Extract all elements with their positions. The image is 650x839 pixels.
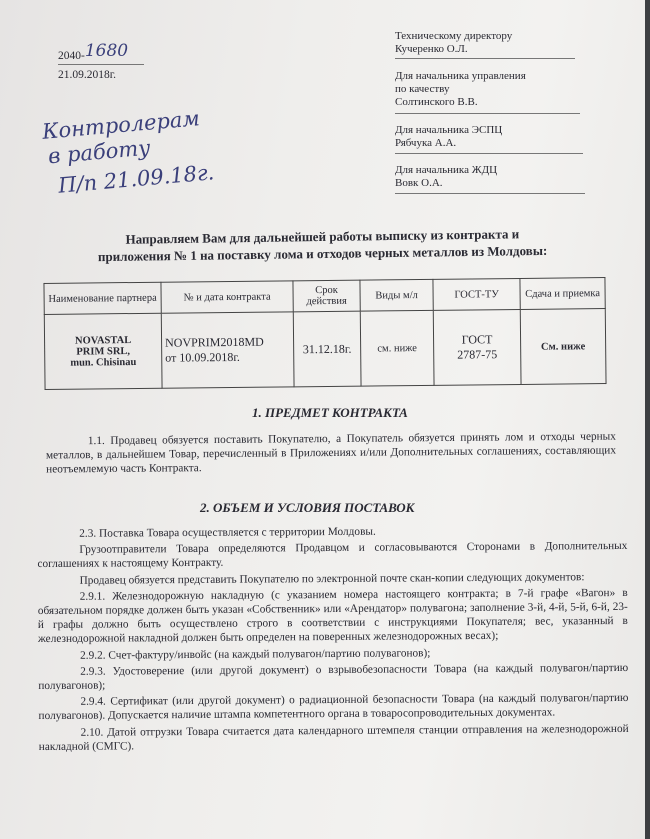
cell-contract: NOVPRIM2018MD от 10.09.2018г.: [161, 312, 294, 388]
section-2-title: 2. ОБЪЕМ И УСЛОВИЯ ПОСТАВОК: [200, 500, 415, 515]
paragraph-2-9-3: 2.9.3. Удостоверение (или другой документ) о взрывобезопасности Товара (на каждый полувагон/партию полувагонов);: [38, 661, 629, 693]
registration-handwritten-number: 1680: [84, 41, 129, 61]
cell-acceptance: См. ниже: [520, 309, 606, 385]
registration-prefix: 2040-: [58, 50, 85, 62]
column-header: Срок действия: [293, 280, 360, 312]
table-row: [44, 309, 606, 390]
contract-table: [43, 277, 606, 390]
column-header: Виды м/л: [360, 279, 433, 311]
recipient-rule: [395, 113, 580, 114]
section-2-body: [37, 523, 629, 754]
cell-term: 31.12.18г.: [293, 311, 361, 387]
recipient-quality-head: Для начальника управления по качеству Солтинского В.В.: [395, 70, 526, 108]
paragraph-1-1: 1.1. Продавец обязуется поставить Покупателю, а Покупатель обязуется принять лом и отходы черных металлов, в дальнейшем Товар, перечисленный в Приложениях и/или Дополнительных соглашениях, составляющих неотъемлемую часть Контракта.: [45, 430, 617, 476]
recipient-espc-head: Для начальника ЭСПЦ Рябчука А.А.: [395, 124, 503, 149]
handwritten-line-3: П/п 21.09.18г.: [57, 160, 216, 198]
handwritten-line-2: в работу: [47, 135, 152, 169]
recipient-rule: [395, 153, 583, 154]
section-1-title: 1. ПРЕДМЕТ КОНТРАКТА: [252, 405, 408, 420]
cell-partner: NOVASTAL PRIM SRL, mun. Chisinau: [44, 313, 162, 389]
paragraph-2-10: 2.10. Датой отгрузки Товара считается дата календарного штемпеля станции отправления на железнодорожной накладной (СМГС).: [38, 722, 629, 753]
cell-types: см. ниже: [360, 310, 434, 386]
paragraph-shippers: Грузоотправители Товара определяются Продавцом и согласовываются Сторонами в Дополнительных соглашениях к настоящему Контракту.: [37, 540, 628, 571]
paragraph-seller-docs: Продавец обязуется представить Покупателю по электронной почте скан-копии следующих документов:: [79, 570, 585, 587]
paragraph-2-9-2: 2.9.2. Счет-фактуру/инвойс (на каждый полувагон/партию полувагонов);: [80, 646, 431, 662]
handwritten-line-1: Контролерам: [41, 106, 201, 144]
column-header: № и дата контракта: [161, 281, 293, 313]
recipient-rule: [395, 58, 575, 59]
column-header: Наименование партнера: [44, 282, 161, 314]
paragraph-2-9-4: 2.9.4. Сертификат (или другой документ) о радиационной безопасности Товара (на каждый полувагон/партию полувагонов). Допускается наличие штампа компетентного органа в товаросопроводительных документах.: [38, 692, 629, 723]
recipient-technical-director: Техническому директору Кучеренко О.Л.: [395, 30, 513, 55]
registration-underline: [58, 64, 144, 65]
paragraph-2-9-1: 2.9.1. Железнодорожную накладную (с указанием номера настоящего контракта; в 7-й графе «Вагон» в обязательном порядке должен быть указан «Собственник» или «Арендатор» полувагона; заполнение 3-й, 4-й, 5-й, 6-й, 23-й графы должно быть осуществлено строго в соответствии с инструкциями Покупателя; вес, указанный в железнодорожной накладной должен быть определен на поверенных железнодорожных весах);: [37, 586, 628, 646]
registration-number: [58, 41, 129, 64]
recipient-rule: [395, 193, 585, 194]
paragraph-2-3: 2.3. Поставка Товара осуществляется с территории Молдовы.: [79, 525, 376, 540]
column-header: ГОСТ-ТУ: [433, 278, 520, 310]
column-header: Сдача и приемка: [520, 278, 605, 310]
intro-text: Направляем Вам для дальнейшей работы выписку из контракта и приложения № 1 на поставку лома и отходов черных металлов из Молдовы:: [97, 226, 548, 265]
recipient-railway-head: Для начальника ЖДЦ Вовк О.А.: [395, 164, 498, 189]
registration-date: 21.09.2018г.: [58, 69, 117, 81]
cell-gost: ГОСТ 2787-75: [433, 309, 521, 385]
